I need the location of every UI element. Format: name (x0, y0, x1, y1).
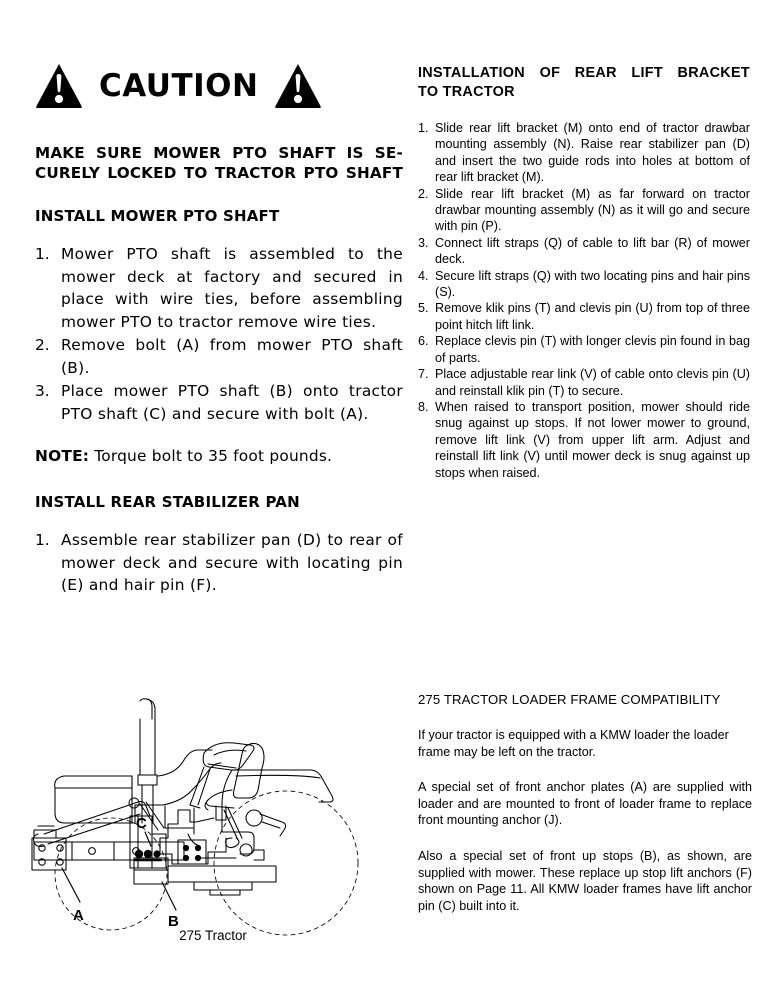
list-item (418, 300, 750, 333)
section-heading-loader-frame-compatibility: 275 TRACTOR LOADER FRAME COMPATIBILITY (418, 692, 721, 707)
loader-paragraph-2: A special set of front anchor plates (A) are supplied with loader and are mounted to front of loader frame to replace front mounting anchor (J). (418, 780, 752, 828)
caution-label: CAUTION (99, 67, 259, 104)
list-item-text: When raised to transport position, mower should ride snug against up stops. If not lower mower to ground, remove lift link (V) from upper lift arm. Adjust and reinstall lift link (V) until mower deck is snug against up stops when raised. (435, 399, 750, 480)
list-item (418, 366, 750, 399)
list-item (418, 235, 750, 268)
list-item-text: Remove bolt (A) from mower PTO shaft (B). (61, 336, 403, 377)
list-item-text: Secure lift straps (Q) with two locating pins and hair pins (S). (435, 268, 750, 300)
loader-frame-compatibility-section (418, 692, 752, 933)
list-item-number: 1. (418, 121, 429, 135)
loader-paragraph-1: If your tractor is equipped with a KMW loader the loader frame may be left on the tractor. (418, 728, 729, 759)
list-item-number: 3. (35, 382, 50, 400)
list-item-number: 7. (418, 367, 429, 382)
list-item-text: Assemble rear stabilizer pan (D) to rear of mower deck and secure with locating pin (E) and hair pin (F). (61, 531, 403, 594)
list-item-text: Place mower PTO shaft (B) onto tractor PTO shaft (C) and secure with bolt (A). (61, 382, 403, 423)
caution-warning-line-1: MAKE SURE MOWER PTO SHAFT IS SE- (35, 144, 403, 162)
tractor-illustration (18, 698, 408, 963)
loader-paragraph-3: Also a special set of front up stops (B), as shown, are supplied with mower. These replace up stop lift anchors (F) shown on Page 11. All KMW loader frames have lift anchor pin (C) built into it. (418, 848, 752, 913)
list-item-text: Connect lift straps (Q) of cable to lift bar (R) of mower deck. (435, 235, 750, 267)
warning-triangle-icon (35, 63, 83, 109)
callout-label-c: C (136, 815, 147, 832)
left-column (35, 55, 403, 617)
caution-banner (35, 55, 403, 117)
list-item-number: 6. (418, 334, 429, 349)
section-heading-install-mower-pto-shaft: INSTALL MOWER PTO SHAFT (35, 207, 280, 225)
warning-triangle-icon-right (274, 63, 322, 109)
section-heading-line-2: TO TRACTOR (418, 84, 515, 100)
section-heading-line-1: INSTALLATION OF REAR LIFT BRACKET (418, 65, 750, 81)
caution-warning-heading (35, 143, 403, 183)
list-item (35, 529, 403, 597)
caution-warning-line-2: CURELY LOCKED TO TRACTOR PTO SHAFT (35, 164, 403, 182)
list-item-text: Replace clevis pin (T) with longer clevis pin found in bag of parts. (435, 334, 750, 365)
list-item-number: 3. (418, 235, 429, 250)
list-item (418, 333, 750, 366)
list-item-number: 1. (35, 531, 50, 549)
list-item (35, 243, 403, 333)
list-item-number: 5. (418, 301, 429, 316)
list-item-text: Remove klik pins (T) and clevis pin (U) from top of three point hitch lift link. (435, 301, 750, 332)
list-item (418, 120, 750, 186)
list-item-number: 1. (35, 245, 50, 263)
install-mower-pto-shaft-list (35, 243, 403, 425)
note-label: NOTE: (35, 447, 90, 465)
list-item-text: Slide rear lift bracket (M) onto end of tractor drawbar mounting assembly (N). Raise rear stabilizer pan (D) and insert the two guide rods into holes at bottom of rear lift bracket (M). (435, 121, 750, 185)
list-item (418, 186, 750, 235)
note-text: Torque bolt to 35 foot pounds. (94, 447, 333, 465)
callout-label-b: B (168, 913, 179, 930)
section-heading-install-rear-stabilizer-pan: INSTALL REAR STABILIZER PAN (35, 493, 300, 511)
callout-label-a: A (73, 907, 84, 924)
list-item-number: 2. (35, 336, 50, 354)
rear-lift-bracket-list (418, 120, 750, 481)
section-heading-installation-rear-lift-bracket (418, 64, 750, 102)
list-item-text: Place adjustable rear link (V) of cable onto clevis pin (U) and reinstall klik pin (T) to secure. (435, 367, 750, 398)
note-torque-bolt (35, 445, 403, 467)
list-item-text: Mower PTO shaft is assembled to the mower deck at factory and secured in place with wire ties, before assembling mower PTO to tractor remove wire ties. (61, 245, 403, 331)
list-item (418, 268, 750, 301)
figure-caption: 275 Tractor (179, 928, 247, 943)
right-column (418, 64, 750, 481)
list-item-number: 4. (418, 268, 429, 283)
list-item (35, 334, 403, 379)
list-item-number: 8. (418, 399, 429, 414)
list-item (418, 399, 750, 481)
list-item-number: 2. (418, 186, 429, 201)
list-item-text: Slide rear lift bracket (M) as far forward on tractor drawbar mounting assembly (N) as it will go and secure with pin (P). (435, 186, 750, 234)
install-rear-stabilizer-pan-list (35, 529, 403, 597)
list-item (35, 380, 403, 425)
